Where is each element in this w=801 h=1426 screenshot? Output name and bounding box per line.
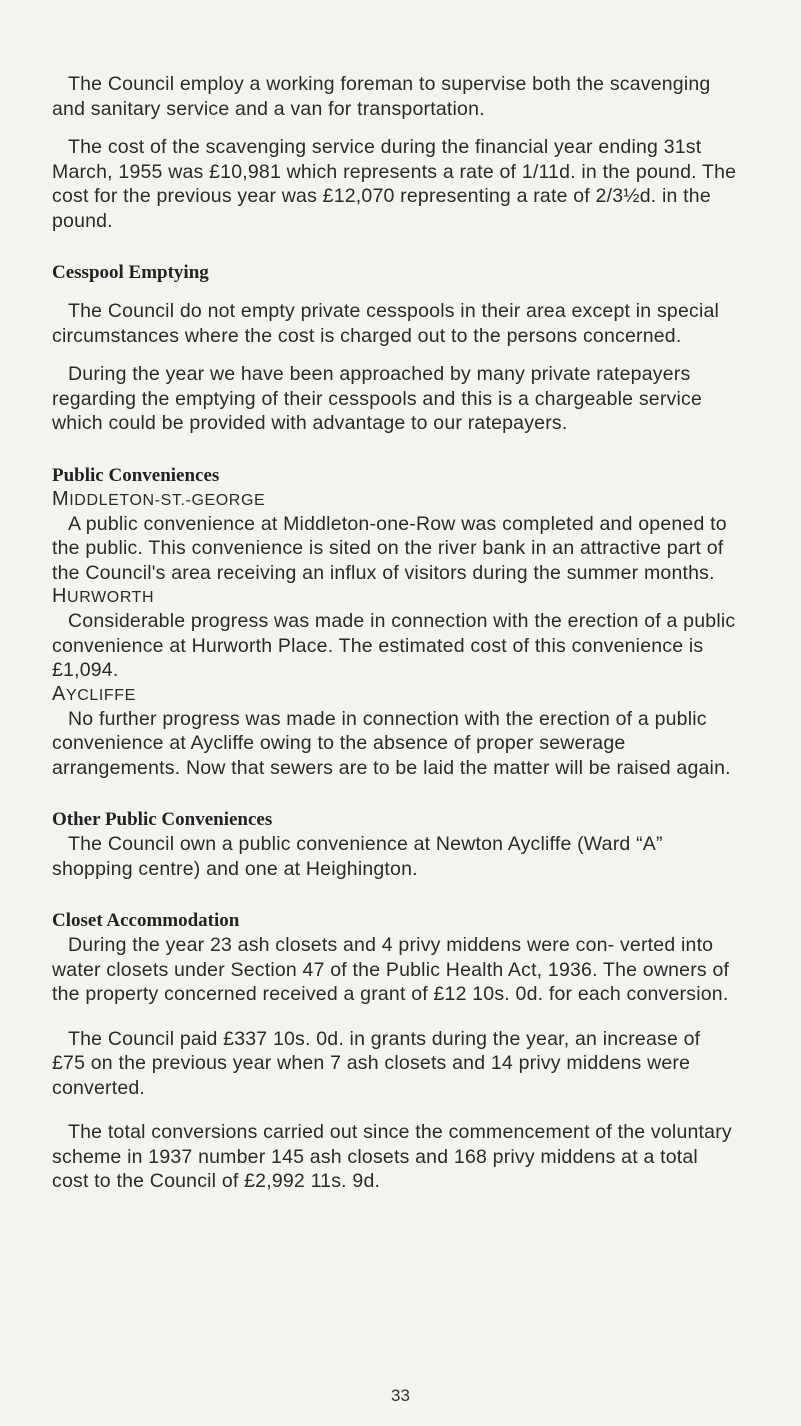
paragraph-hurworth: Considerable progress was made in connection with the erection of a public convenience at Hurworth Place. The estimated cost of this convenience is £1,094.	[52, 610, 736, 681]
paragraph-cesspool-2: During the year we have been approached by many private ratepayers regarding the emptying of their cesspools and this is a chargeable service which could be provided with advantage to our ratepayers.	[52, 363, 702, 434]
subheading-aycliffe-initial: A	[52, 682, 66, 705]
subheading-aycliffe	[52, 683, 739, 707]
page-number: 33	[391, 1386, 410, 1405]
paragraph-foreman: The Council employ a working foreman to supervise both the scavenging and sanitary service and a van for transportation.	[52, 73, 711, 120]
paragraph-closet-1: During the year 23 ash closets and 4 privy middens were con- verted into water closets under Section 47 of the Public Health Act, 1936. The owners of the property concerned received a grant of £12 10s. 0d. for each conversion.	[52, 934, 730, 1005]
subheading-aycliffe-rest: YCLIFFE	[65, 686, 136, 704]
subheading-middleton-rest: IDDLETON-ST.-GEORGE	[69, 491, 266, 509]
heading-cesspool-emptying: Cesspool Emptying	[52, 262, 209, 283]
paragraph-scavenging-cost: The cost of the scavenging service during the financial year ending 31st March, 1955 was £10,981 which represents a rate of 1/11d. in the pound. The cost for the previous year was £12,070 representing a rate of 2/3½d. in the pound.	[52, 136, 737, 232]
subheading-hurworth-rest: URWORTH	[67, 589, 155, 606]
heading-closet-accommodation: Closet Accommodation	[52, 910, 240, 931]
heading-public-conveniences: Public Conveniences	[52, 464, 220, 486]
subheading-hurworth-initial: H	[52, 585, 68, 607]
subheading-hurworth	[52, 585, 739, 609]
subheading-middleton	[52, 488, 739, 512]
paragraph-other-conveniences: The Council own a public convenience at Newton Aycliffe (Ward “A” shopping centre) and one at Heighington.	[52, 833, 663, 880]
paragraph-cesspool-1: The Council do not empty private cesspools in their area except in special circumstances where the cost is charged out to the persons concerned.	[52, 300, 720, 347]
paragraph-closet-3: The total conversions carried out since the commencement of the voluntary scheme in 1937 number 145 ash closets and 168 privy middens at a total cost to the Council of £2,992 11s. 9d.	[52, 1121, 732, 1192]
paragraph-closet-2: The Council paid £337 10s. 0d. in grants during the year, an increase of £75 on the previous year when 7 ash closets and 14 privy middens were converted.	[52, 1027, 701, 1099]
subheading-middleton-initial: M	[52, 487, 70, 510]
paragraph-middleton: A public convenience at Middleton-one-Row was completed and opened to the public. This convenience is sited on the river bank in an attractive part of the Council's area receiving an influx of visitors during the summer months.	[52, 512, 727, 584]
paragraph-aycliffe: No further progress was made in connection with the erection of a public convenience at Aycliffe owing to the absence of proper sewerage arrangements. Now that sewers are to be laid the matter will be raised again.	[52, 707, 731, 779]
heading-other-public-conveniences: Other Public Conveniences	[52, 809, 273, 830]
